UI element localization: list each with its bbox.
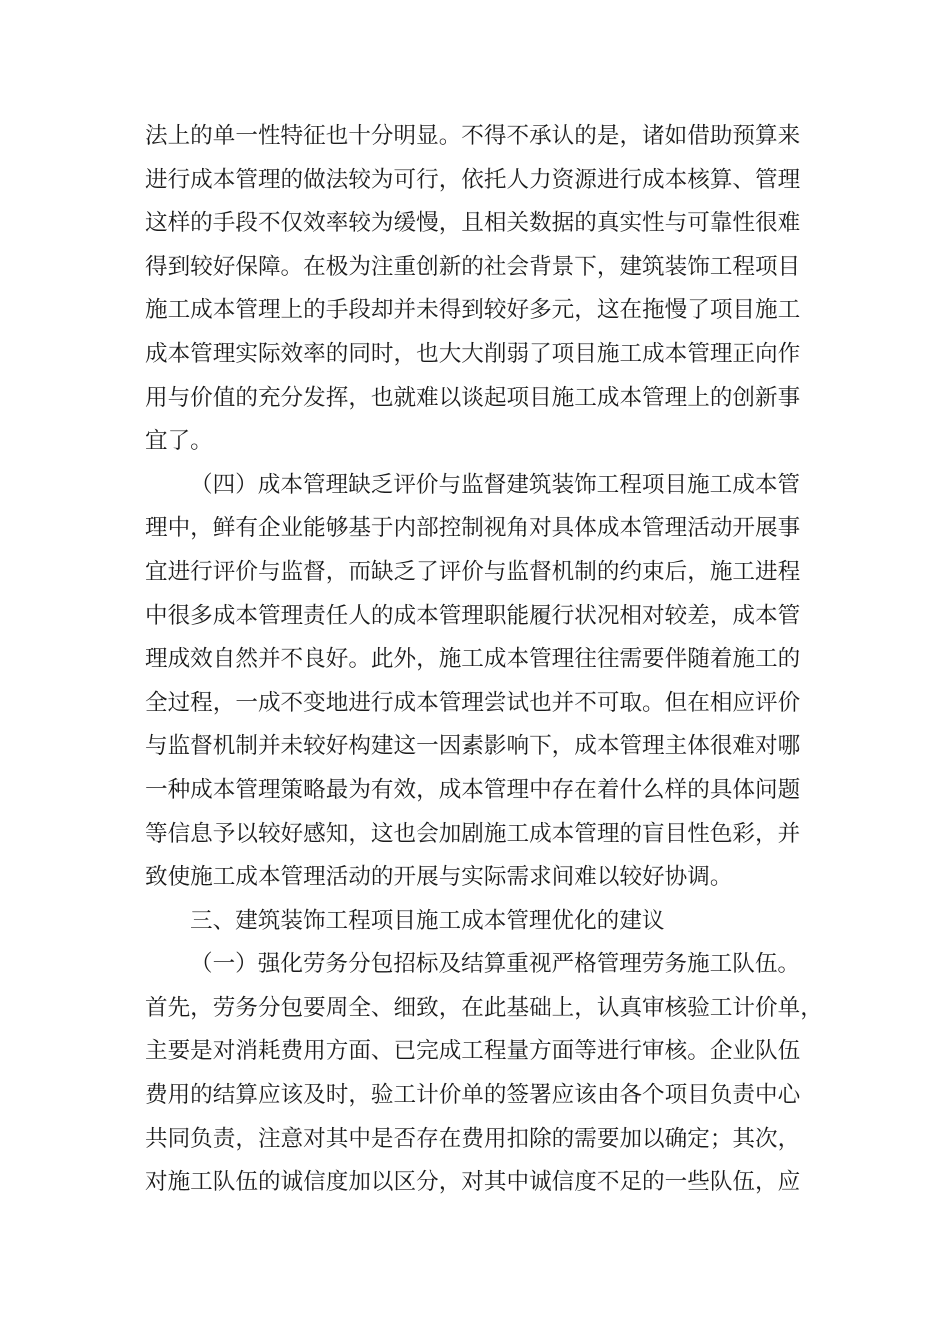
text-line: 中很多成本管理责任人的成本管理职能履行状况相对较差，成本管 <box>145 602 801 629</box>
document-body <box>145 115 823 1205</box>
text-line: 得到较好保障。在极为注重创新的社会背景下，建筑装饰工程项目 <box>145 253 801 280</box>
text-line: 等信息予以较好感知，这也会加剧施工成本管理的盲目性色彩，并 <box>145 820 801 847</box>
text-line: 费用的结算应该及时，验工计价单的签署应该由各个项目负责中心 <box>145 1082 801 1109</box>
text-line: 这样的手段不仅效率较为缓慢，且相关数据的真实性与可靠性很难 <box>145 210 801 237</box>
text-line: 致使施工成本管理活动的开展与实际需求间难以较好协调。 <box>145 864 733 891</box>
text-line: 进行成本管理的做法较为可行，依托人力资源进行成本核算、管理 <box>145 166 801 193</box>
text-line: 成本管理实际效率的同时，也大大削弱了项目施工成本管理正向作 <box>145 340 801 367</box>
paragraph-heading-line: （一）强化劳务分包招标及结算重视严格管理劳务施工队伍。 <box>190 951 801 978</box>
text-line: 宜了。 <box>145 428 213 455</box>
text-line: 主要是对消耗费用方面、已完成工程量方面等进行审核。企业队伍 <box>145 1038 801 1065</box>
text-line: 全过程，一成不变地进行成本管理尝试也并不可取。但在相应评价 <box>145 689 801 716</box>
text-line: 理中，鲜有企业能够基于内部控制视角对具体成本管理活动开展事 <box>145 515 801 542</box>
text-line: 宜进行评价与监督，而缺乏了评价与监督机制的约束后，施工进程 <box>145 558 801 585</box>
section-heading-line: 三、建筑装饰工程项目施工成本管理优化的建议 <box>190 907 665 934</box>
text-line: 法上的单一性特征也十分明显。不得不承认的是，诸如借助预算来 <box>145 123 801 149</box>
text-line: 首先，劳务分包要周全、细致，在此基础上，认真审核验工计价单， <box>145 994 823 1021</box>
text-line: 对施工队伍的诚信度加以区分，对其中诚信度不足的一些队伍，应 <box>145 1169 801 1196</box>
text-line: 理成效自然并不良好。此外，施工成本管理往往需要伴随着施工的 <box>145 646 801 673</box>
text-line: 施工成本管理上的手段却并未得到较好多元，这在拖慢了项目施工 <box>145 297 801 324</box>
text-line: 与监督机制并未较好构建这一因素影响下，成本管理主体很难对哪 <box>145 733 801 760</box>
paragraph-heading-line: （四）成本管理缺乏评价与监督建筑装饰工程项目施工成本管 <box>190 471 801 498</box>
text-line: 用与价值的充分发挥，也就难以谈起项目施工成本管理上的创新事 <box>145 384 801 411</box>
text-line: 共同负责，注意对其中是否存在费用扣除的需要加以确定；其次， <box>145 1125 801 1152</box>
text-line: 一种成本管理策略最为有效，成本管理中存在着什么样的具体问题 <box>145 776 801 803</box>
